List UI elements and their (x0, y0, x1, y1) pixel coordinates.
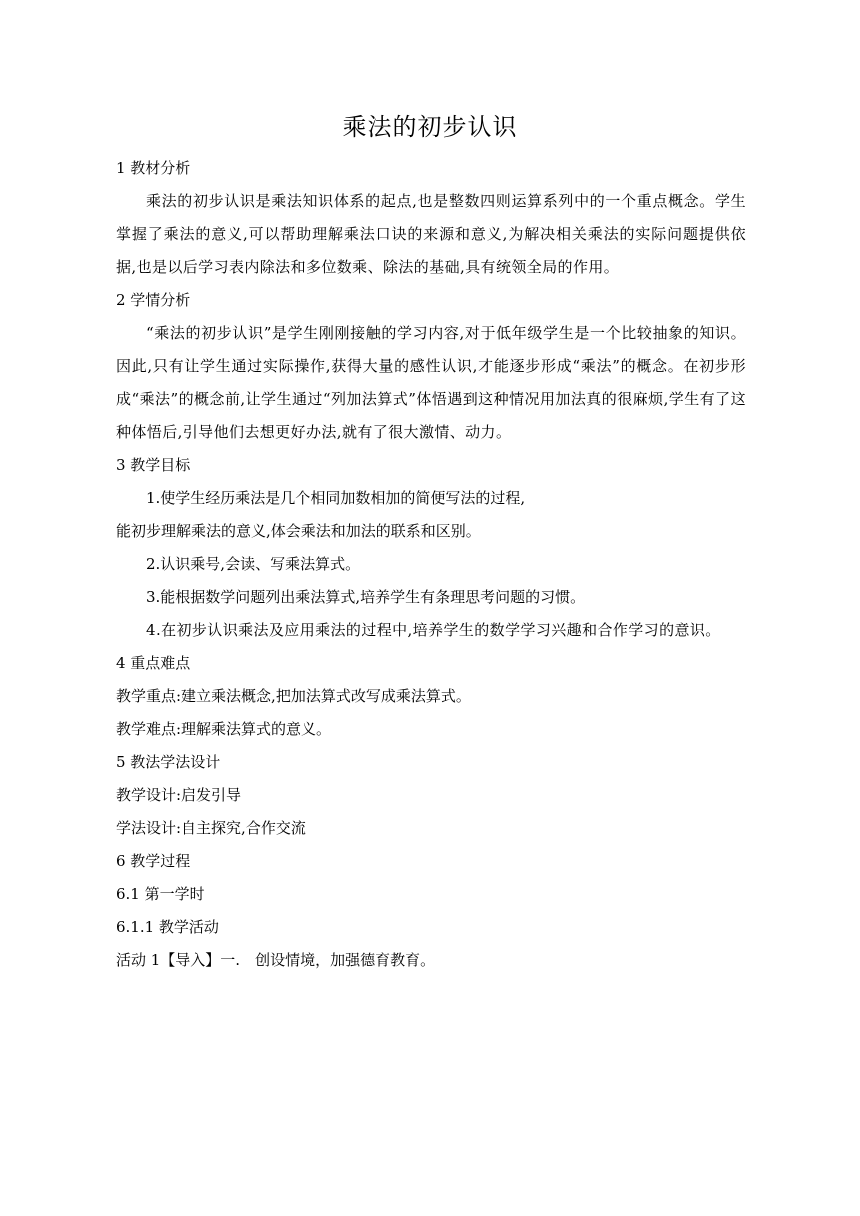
difficulty-text: 教学难点:理解乘法算式的意义。 (116, 720, 332, 738)
goal-1-first-line: 1.使学生经历乘法是几个相同加数相加的简便写法的过程, (146, 489, 526, 507)
teaching-design-text: 教学设计:启发引导 (116, 786, 242, 804)
document-body (116, 152, 746, 977)
paragraph-materials: 乘法的初步认识是乘法知识体系的起点,也是整数四则运算系列中的一个重点概念。学生掌握了乘法的意义,可以帮助理解乘法口诀的来源和意义,为解决相关乘法的实际问题提供依据,也是以后学习表内除法和多位数乘、除法的基础,具有统领全局的作用。 (116, 192, 746, 276)
paragraph-students: “乘法的初步认识”是学生刚刚接触的学习内容,对于低年级学生是一个比较抽象的知识。因此,只有让学生通过实际操作,获得大量的感性认识,才能逐步形成“乘法”的概念。在初步形成“乘法”的概念前,让学生通过“列加法算式”体悟遇到这种情况用加法真的很麻烦,学生有了这种体悟后,引导他们去想更好办法,就有了很大激情、动力。 (116, 324, 746, 441)
goal-1-second-line: 能初步理解乘法的意义,体会乘法和加法的联系和区别。 (116, 522, 481, 540)
section-heading-students: 2 学情分析 (116, 291, 191, 309)
section-heading-methods: 5 教法学法设计 (116, 753, 221, 771)
goal-2: 2.认识乘号,会读、写乘法算式。 (146, 555, 361, 573)
goal-3: 3.能根据数学问题列出乘法算式,培养学生有条理思考问题的习惯。 (146, 588, 586, 606)
activity-1-text: 活动 1【导入】一. 创设情境，加强德育教育。 (116, 951, 436, 969)
section-heading-materials: 1 教材分析 (116, 159, 191, 177)
page-title: 乘法的初步认识 (342, 113, 518, 141)
subheading-first-lesson: 6.1 第一学时 (116, 885, 205, 903)
goal-4: 4.在初步认识乘法及应用乘法的过程中,培养学生的数学学习兴趣和合作学习的意识。 (146, 621, 721, 639)
section-heading-key-points: 4 重点难点 (116, 654, 191, 672)
key-point-text: 教学重点:建立乘法概念,把加法算式改写成乘法算式。 (116, 687, 471, 705)
learning-design-text: 学法设计:自主探究,合作交流 (116, 819, 306, 837)
section-heading-goals: 3 教学目标 (116, 456, 191, 474)
subheading-activities: 6.1.1 教学活动 (116, 918, 219, 936)
section-heading-process: 6 教学过程 (116, 852, 191, 870)
